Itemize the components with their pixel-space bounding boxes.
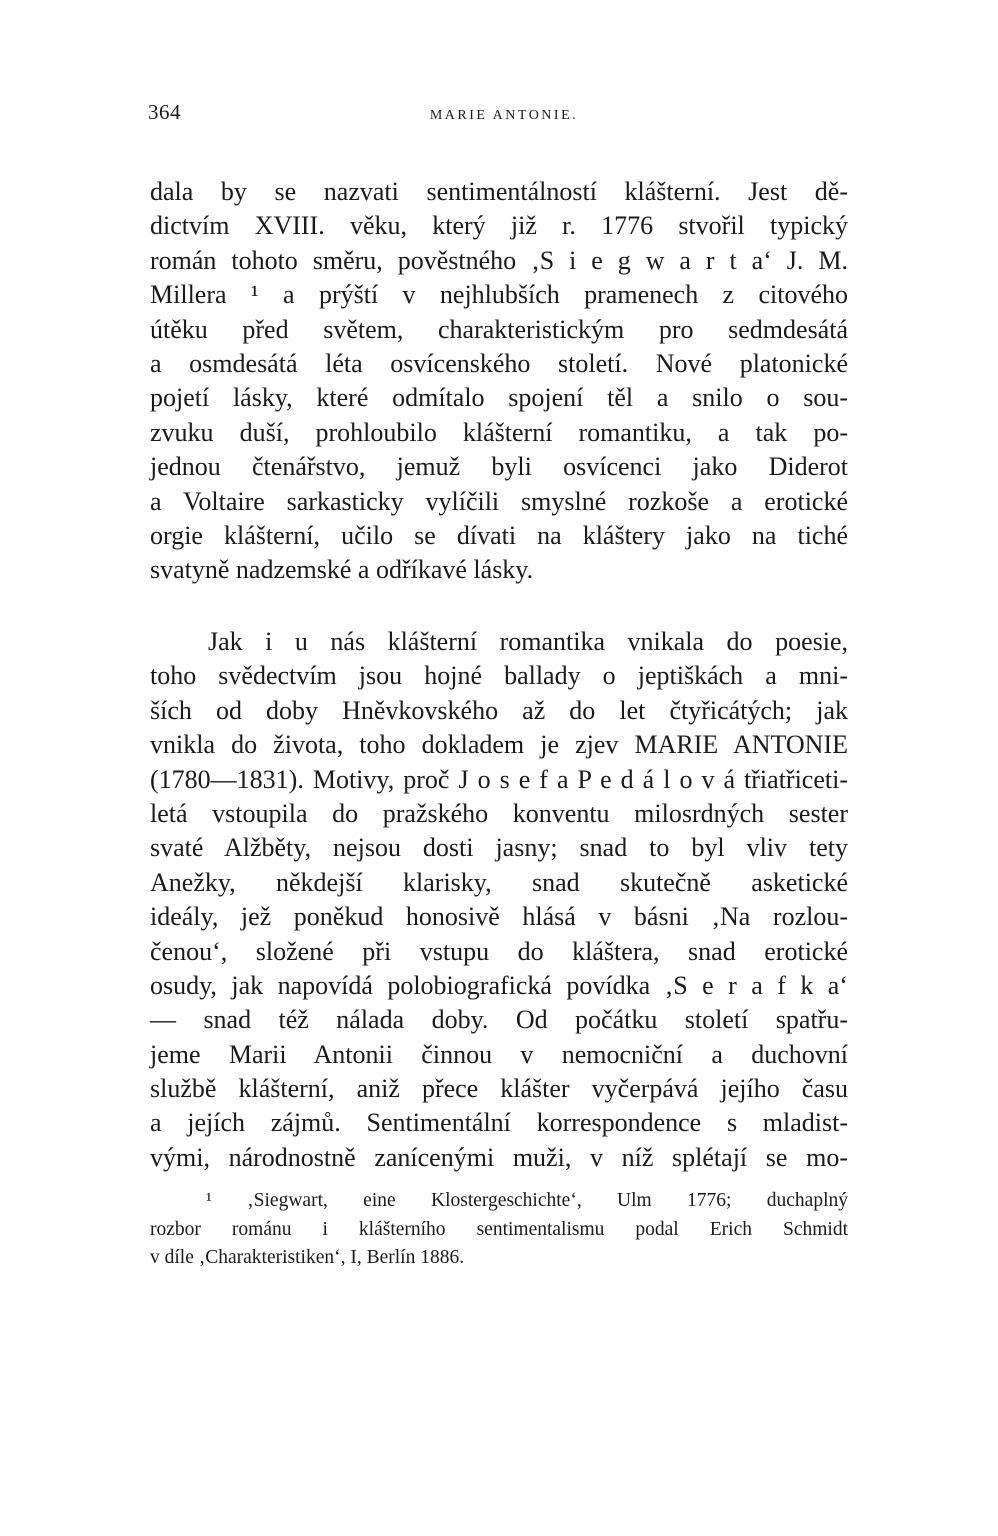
text-line: a jejích zájmů. Sentimentální korrespondence s mladist-: [150, 1108, 848, 1138]
text-line: vými, národnostně zanícenými muži, v níž splétají se mo-: [150, 1142, 848, 1172]
text-line: orgie klášterní, učilo se dívati na kláštery jako na tiché: [150, 520, 848, 550]
text-line: svaté Alžběty, nejsou dosti jasny; snad to byl vliv tety: [150, 833, 848, 863]
footnote-line: ¹ ‚Siegwart, eine Klostergeschichte‘, Ulm 1776; duchaplný: [206, 1190, 848, 1211]
paragraph-1: [150, 175, 848, 588]
text-line: zvuku duší, prohloubilo klášterní romantiku, a tak po-: [150, 417, 848, 447]
footnote-line: v díle ‚Charakteristiken‘, I, Berlín 1886.: [150, 1247, 465, 1268]
text-line: Millera ¹ a prýští v nejhlubších pramenech z citového: [150, 280, 848, 310]
text-line: jeme Marii Antonii činnou v nemocniční a duchovní: [150, 1039, 848, 1069]
running-head: MARIE ANTONIE.: [429, 108, 579, 123]
text-line: svatyně nadzemské a odříkavé lásky.: [150, 555, 534, 585]
footnote-line: rozbor románu i klášterního sentimentalismu podal Erich Schmidt: [150, 1218, 848, 1240]
text-line: dictvím XVIII. věku, který již r. 1776 stvořil typický: [150, 211, 848, 241]
text-line: a osmdesátá léta osvícenského století. Nové platonické: [150, 348, 848, 378]
text-line: Jak i u nás klášterní romantika vnikala do poesie,: [208, 627, 848, 656]
text-line: toho svědectvím jsou hojné ballady o jeptiškách a mni-: [150, 661, 848, 691]
text-line: ideály, jež poněkud honosivě hlásá v básni ‚Na rozlou-: [150, 902, 848, 932]
text-line: útěku před světem, charakteristickým pro sedmdesátá: [150, 314, 848, 344]
text-line: pojetí lásky, které odmítalo spojení těl a snilo o sou-: [150, 383, 848, 413]
paragraph-2: [150, 625, 848, 1175]
footnote: [150, 1187, 848, 1273]
text-line: čenou‘, složené při vstupu do kláštera, snad erotické: [150, 936, 848, 966]
text-line: jednou čtenářstvo, jemuž byli osvícenci jako Diderot: [150, 452, 848, 482]
text-line: — snad též nálada doby. Od počátku století spatřu-: [150, 1005, 848, 1035]
text-line: letá vstoupila do pražského konventu milosrdných sester: [150, 798, 848, 828]
text-line: dala by se nazvati sentimentálností klášterní. Jest dě-: [150, 177, 848, 206]
text-line: (1780—1831). Motivy, proč J o s e f a P e d á l o v á třiatřiceti-: [150, 764, 848, 794]
page-number: 364: [148, 100, 181, 124]
text-line: Anežky, někdejší klarisky, snad skutečně asketické: [150, 867, 848, 897]
text-line: román tohoto směru, pověstného ‚S i e g w a r t a‘ J. M.: [150, 245, 848, 275]
text-line: službě klášterní, aniž přece klášter vyčerpává jejího času: [150, 1074, 848, 1104]
text-line: vnikla do života, toho dokladem je zjev MARIE ANTONIE: [150, 730, 848, 760]
text-line: a Voltaire sarkasticky vylíčili smyslné rozkoše a erotické: [150, 486, 848, 516]
text-line: ších od doby Hněvkovského až do let čtyřicátých; jak: [150, 695, 848, 725]
text-line: osudy, jak napovídá polobiografická povídka ‚S e r a f k a‘: [150, 970, 848, 1000]
